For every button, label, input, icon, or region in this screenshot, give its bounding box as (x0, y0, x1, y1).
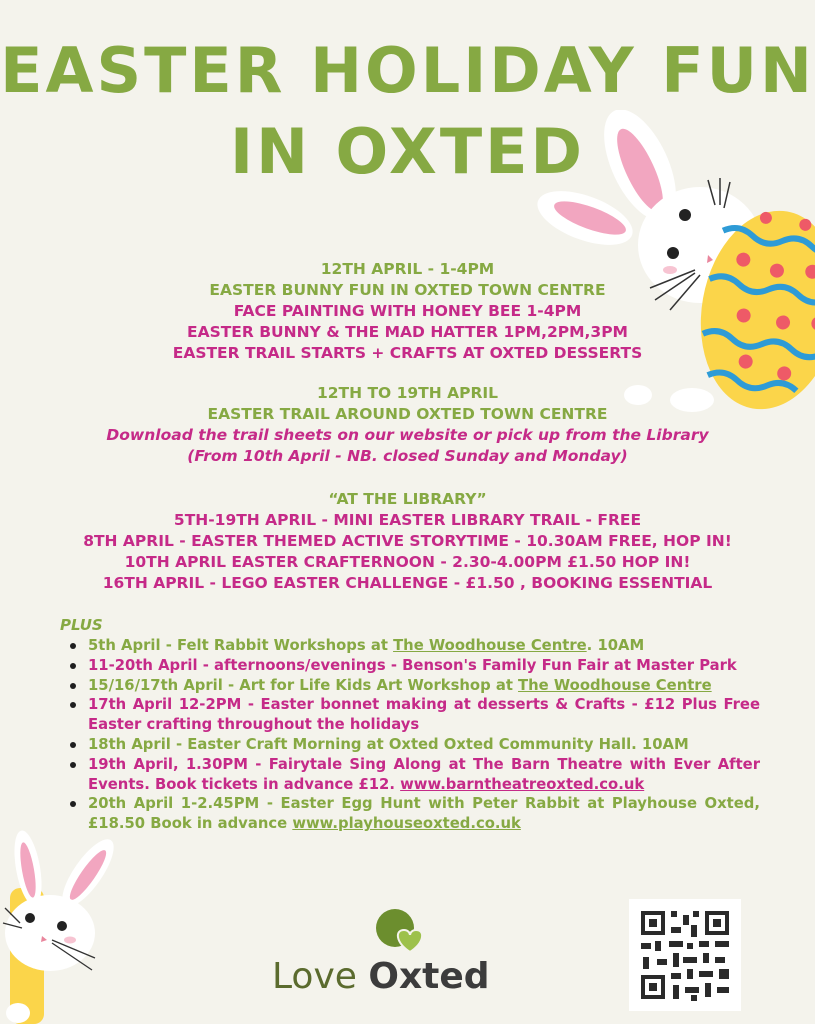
block3-line: 16TH APRIL - LEGO EASTER CHALLENGE - £1.50 , BOOKING ESSENTIAL (102, 574, 713, 592)
block2-line: Download the trail sheets on our website or pick up from the Library (106, 426, 709, 444)
block3-line: 5TH-19TH APRIL - MINI EASTER LIBRARY TRAIL - FREE (173, 511, 642, 529)
event-text: 15/16/17th April - Art for Life Kids Art Workshop at (88, 676, 519, 694)
event-text: 20th April 1-2.45PM - Easter Egg Hunt with Peter Rabbit at Playhouse Oxted, £18.50 Book in advance (88, 795, 760, 833)
event-link[interactable]: www.playhouseoxted.co.uk (292, 815, 521, 833)
block1-line: EASTER TRAIL STARTS + CRAFTS AT OXTED DESSERTS (172, 344, 643, 362)
event-list-item (88, 656, 760, 676)
block2-line: (From 10th April - NB. closed Sunday and Monday) (187, 447, 628, 465)
peeking-bunny-icon (0, 828, 115, 1024)
plus-heading: PLUS (60, 616, 103, 634)
event-text: 5th April - Felt Rabbit Workshops at (88, 637, 394, 654)
title-line-1: EASTER HOLIDAY FUN (0, 34, 815, 107)
event-text: 18th April - Easter Craft Morning at Oxted Oxted Community Hall. 10AM (88, 735, 689, 753)
block3-line: 10TH APRIL EASTER CRAFTERNOON - 2.30-4.00PM £1.50 HOP IN! (124, 553, 691, 571)
event-list-item (88, 676, 760, 696)
event-link[interactable]: The Woodhouse Centre (393, 637, 587, 654)
block1-line: FACE PAINTING WITH HONEY BEE 1-4PM (233, 302, 582, 320)
event-list-item (88, 794, 760, 834)
block3-line: “AT THE LIBRARY” (328, 490, 487, 508)
title-line-2: IN OXTED (230, 115, 585, 188)
event-block-library (0, 489, 815, 594)
event-link[interactable]: www.barntheatreoxted.co.uk (400, 775, 645, 793)
block2-line: 12TH TO 19TH APRIL (316, 384, 499, 402)
logo-word-love: Love (272, 956, 357, 997)
event-text: . 10AM (586, 637, 645, 654)
logo-word-oxted: Oxted (368, 956, 490, 997)
events-list (88, 636, 760, 834)
event-text: 11-20th April - afternoons/evenings - Benson's Family Fun Fair at Master Park (88, 656, 737, 674)
block3-line: 8TH APRIL - EASTER THEMED ACTIVE STORYTIME - 10.30AM FREE, HOP IN! (83, 532, 732, 550)
block1-line: EASTER BUNNY & THE MAD HATTER 1PM,2PM,3PM (186, 323, 628, 341)
event-link[interactable]: The Woodhouse Centre (518, 676, 712, 694)
block1-line: 12TH APRIL - 1-4PM (320, 260, 495, 278)
event-list-item (88, 636, 760, 656)
block1-line: EASTER BUNNY FUN IN OXTED TOWN CENTRE (209, 281, 606, 299)
event-block-12th-april (0, 259, 815, 364)
block2-line: EASTER TRAIL AROUND OXTED TOWN CENTRE (207, 405, 608, 423)
qr-code-icon (629, 899, 741, 1011)
love-oxted-logo-icon (373, 906, 433, 956)
logo-text (272, 956, 490, 997)
event-block-easter-trail (0, 383, 815, 467)
event-list-item (88, 755, 760, 795)
event-text: 19th April, 1.30PM - Fairytale Sing Along at The Barn Theatre with Ever After Events. Book tickets in advance £12. (88, 755, 760, 793)
event-text: 17th April 12-2PM - Easter bonnet making at desserts & Crafts - £12 Plus Free Easter crafting throughout the holidays (88, 696, 760, 734)
event-list-item (88, 735, 760, 755)
event-list-item (88, 695, 760, 735)
